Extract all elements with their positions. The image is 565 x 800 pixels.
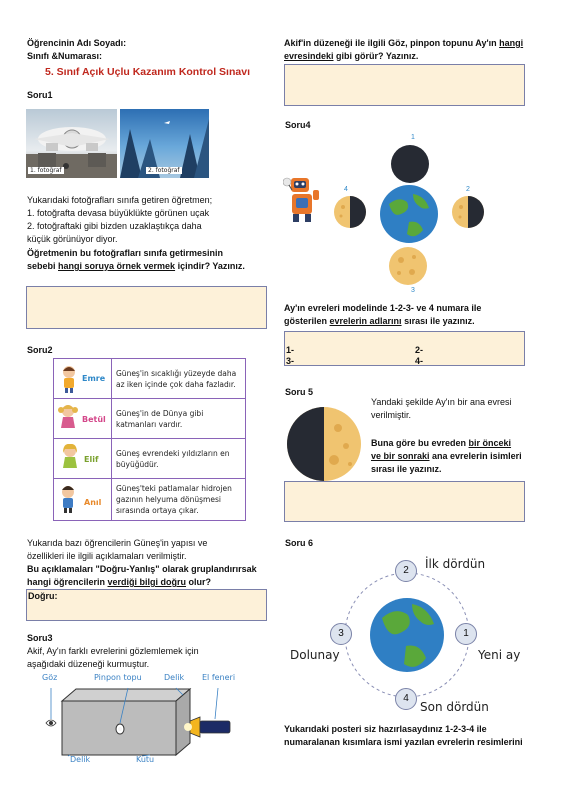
girl-avatar-icon	[58, 404, 78, 432]
q5-line-1: Yandaki şekilde Ay'ın bir ana evresi	[371, 397, 512, 407]
q4-line-2: gösterilen evrelerin adlarını sırası ile yazınız.	[284, 316, 475, 326]
label-delik-bottom: Delik	[70, 755, 91, 764]
q2-bold-line-2: hangi öğrencilerin verdiği bilgi doğru olur?	[27, 577, 212, 587]
student-statement: Güneş'in de Dünya gibi katmanları vardır.	[112, 399, 246, 439]
question-6-label: Soru 6	[285, 538, 314, 548]
robot-mascot-icon	[283, 168, 325, 226]
label-el-feneri: El feneri	[202, 673, 236, 682]
student-name: Anıl	[84, 498, 102, 507]
q1-answer-box[interactable]	[26, 286, 267, 329]
q5-line-2: verilmiştir.	[371, 410, 411, 420]
poster-number-3: 3	[330, 623, 352, 645]
poster-number-1: 1	[455, 623, 477, 645]
q5-bold-line-3: sırası ile yazınız.	[371, 464, 442, 474]
full-moon-icon	[388, 246, 428, 286]
q1-bold-line-1: Öğretmenin bu fotoğrafları sınıfa getirmesinin	[27, 248, 224, 258]
phase-number-2: 2	[466, 186, 470, 193]
label-ilk-dordun: İlk dördün	[425, 557, 486, 571]
boy-avatar-icon	[60, 365, 78, 393]
student-statement: Güneş'in sıcaklığı yüzeyde daha az iken içinde çok daha fazladır.	[112, 359, 246, 399]
phase-number-4: 4	[344, 186, 348, 193]
answer-3-label: 3-	[286, 356, 295, 366]
photo-1-caption: 1. fotoğraf	[30, 167, 62, 174]
airplane-photo	[26, 109, 117, 178]
new-moon-icon	[390, 144, 430, 184]
q2-line-1: Yukarıda bazı öğrencilerin Güneş'in yapısı ve	[27, 538, 208, 548]
q1-line-4: küçük görünüyor diyor.	[27, 234, 118, 244]
label-son-dordun: Son dördün	[420, 700, 489, 714]
q3-line-1: Akif, Ay'ın farklı evrelerini gözlemlemek için	[27, 646, 199, 656]
q2-answer-box[interactable]	[26, 589, 267, 621]
exam-title: 5. Sınıf Açık Uçlu Kazanım Kontrol Sınavı	[45, 66, 250, 78]
student-name: Emre	[82, 374, 106, 383]
phase-number-1: 1	[411, 134, 415, 141]
student-elif	[54, 439, 112, 479]
poster-number-2: 2	[395, 560, 417, 582]
q2-bold-line-1: Bu açıklamaları "Doğru-Yanlış" olarak gruplandırırsak	[27, 564, 257, 574]
q3-question-line-2: evresindeki gibi görür? Yazınız.	[284, 51, 419, 61]
q3-answer-box[interactable]	[284, 64, 525, 106]
first-quarter-moon-icon	[451, 194, 485, 230]
sky-plane-photo	[120, 109, 209, 178]
question-2-label: Soru2	[27, 345, 53, 355]
last-quarter-moon-large-icon	[286, 406, 362, 482]
table-row	[54, 359, 246, 399]
question-3-label: Soru3	[27, 633, 53, 643]
student-name-label: Öğrencinin Adı Soyadı:	[27, 38, 127, 48]
student-anil	[54, 479, 112, 521]
q4-answer-box[interactable]	[284, 331, 525, 366]
q6-line-2: numaralanan kısımlara ismi yazılan evrelerin resimlerini	[284, 737, 523, 747]
q6-line-1: Yukarıdaki posteri siz hazırlasaydınız 1-2-3-4 ile	[284, 724, 487, 734]
photo-2-caption: 2. fotoğraf	[148, 167, 180, 174]
q2-line-2: özellikleri ile ilgili açıklamaları verilmiştir.	[27, 551, 187, 561]
label-kutu: Kutu	[136, 755, 155, 764]
answer-1-label: 1-	[286, 345, 295, 355]
label-pinpon-topu: Pinpon topu	[94, 673, 142, 682]
earth-icon	[379, 184, 439, 244]
question-1-label: Soru1	[27, 90, 53, 100]
q5-answer-box[interactable]	[284, 481, 525, 522]
student-statement: Güneş'teki patlamalar hidrojen gazının helyuma dönüşmesi sırasında ortaya çıkar.	[112, 479, 246, 521]
table-row	[54, 439, 246, 479]
table-row	[54, 399, 246, 439]
student-statement: Güneş evrendeki yıldızların en büyüğüdür.	[112, 439, 246, 479]
last-quarter-moon-icon	[333, 194, 367, 230]
q3-line-2: aşağıdaki düzeneği kurmuştur.	[27, 659, 150, 669]
answer-4-label: 4-	[415, 356, 424, 366]
q2-answer-label: Doğru:	[28, 591, 58, 601]
q1-bold-line-2: sebebi hangi soruya örnek vermek içindir? Yazınız.	[27, 261, 245, 271]
table-row	[54, 479, 246, 521]
q5-bold-line-2: ve bir sonraki ana evrelerin isimleri	[371, 451, 522, 461]
label-yeni-ay: Yeni ay	[478, 648, 521, 662]
label-delik-top: Delik	[164, 673, 185, 682]
student-name: Betül	[82, 415, 106, 424]
phase-number-3: 3	[411, 287, 415, 294]
student-emre	[54, 359, 112, 399]
student-betul	[54, 399, 112, 439]
q1-line-1: Yukarıdaki fotoğrafları sınıfa getiren öğretmen;	[27, 195, 213, 205]
girl-avatar-icon	[60, 444, 80, 472]
question-5-label: Soru 5	[285, 387, 314, 397]
answer-2-label: 2-	[415, 345, 424, 355]
poster-number-4: 4	[395, 688, 417, 710]
label-goz: Göz	[42, 673, 58, 682]
q1-line-3: 2. fotoğraftaki gibi bizden uzaklaştıkça daha	[27, 221, 202, 231]
student-name: Elif	[84, 455, 99, 464]
q5-bold-line-1: Buna göre bu evreden bir önceki	[371, 438, 512, 448]
question-4-label: Soru4	[285, 120, 311, 130]
student-statements-table	[53, 358, 246, 521]
student-class-label: Sınıfı &Numarası:	[27, 51, 103, 61]
q1-line-2: 1. fotoğrafta devasa büyüklükte görünen uçak	[27, 208, 210, 218]
moon-phase-setup-diagram	[40, 673, 280, 773]
q4-line-1: Ay'ın evreleri modelinde 1-2-3- ve 4 numara ile	[284, 303, 482, 313]
label-dolunay: Dolunay	[290, 648, 340, 662]
boy-avatar-icon	[58, 485, 78, 513]
q3-question-line-1: Akif'in düzeneği ile ilgili Göz, pinpon topunu Ay'ın hangi	[284, 38, 524, 48]
